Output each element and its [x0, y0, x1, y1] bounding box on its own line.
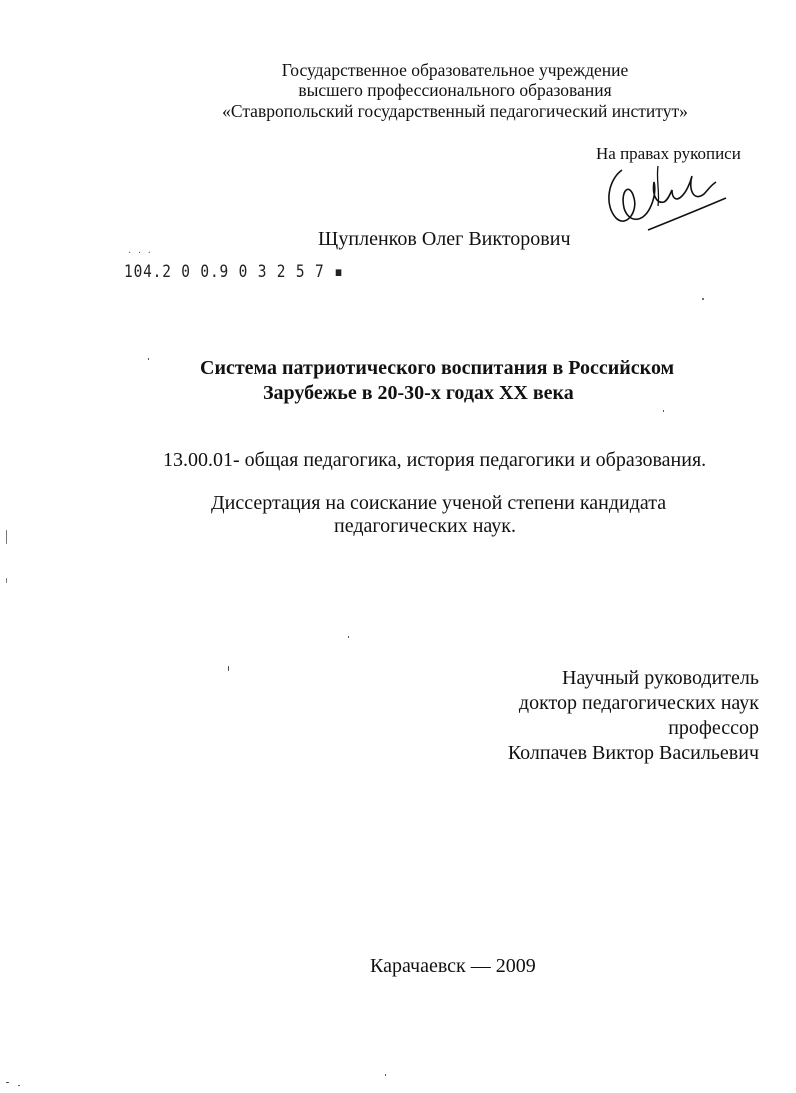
signature: [598, 160, 728, 240]
scan-speck: [6, 1082, 9, 1083]
supervisor-degree: доктор педагогических наук: [518, 692, 759, 714]
scan-speck: [702, 298, 704, 300]
scan-speck: [148, 358, 149, 360]
footer-city-year: Карачаевск — 2009: [370, 955, 536, 977]
dissertation-line-2: педагогических наук.: [334, 515, 516, 537]
scan-speck: [228, 666, 229, 671]
institution-line-3: «Ставропольский государственный педагогический институт»: [222, 101, 688, 121]
author-name: Щупленков Олег Викторович: [318, 228, 571, 250]
registration-code: [124, 262, 344, 282]
manuscript-note: На правах рукописи: [596, 144, 741, 163]
registration-prefix: 1: [124, 262, 134, 282]
supervisor-name: Колпачев Виктор Васильевич: [507, 742, 759, 764]
institution-line-2: высшего профессионального образования: [298, 80, 612, 100]
scan-speck: [348, 636, 349, 638]
supervisor-role: Научный руководитель: [562, 667, 759, 689]
registration-bullet: ▪: [324, 262, 344, 282]
institution-line-1: Государственное образовательное учреждение: [281, 60, 629, 80]
specialty: 13.00.01- общая педагогика, история педагогики и образования.: [163, 449, 707, 471]
title-line-2: Зарубежье в 20-30-х годах XX века: [263, 382, 574, 404]
scan-speck: [6, 530, 7, 544]
scan-speck: [663, 410, 664, 412]
registration-number: 04.2 0 0.9 0 3 2 5 7: [133, 262, 325, 282]
scan-speck: [6, 578, 7, 583]
registration-dots: · · ·: [128, 248, 153, 259]
scan-speck: [18, 1085, 20, 1086]
scan-speck: [385, 1074, 386, 1076]
dissertation-line-1: Диссертация на соискание ученой степени кандидата: [211, 492, 667, 514]
title-line-1: Система патриотического воспитания в Российском: [200, 357, 675, 379]
supervisor-rank: профессор: [668, 717, 759, 739]
